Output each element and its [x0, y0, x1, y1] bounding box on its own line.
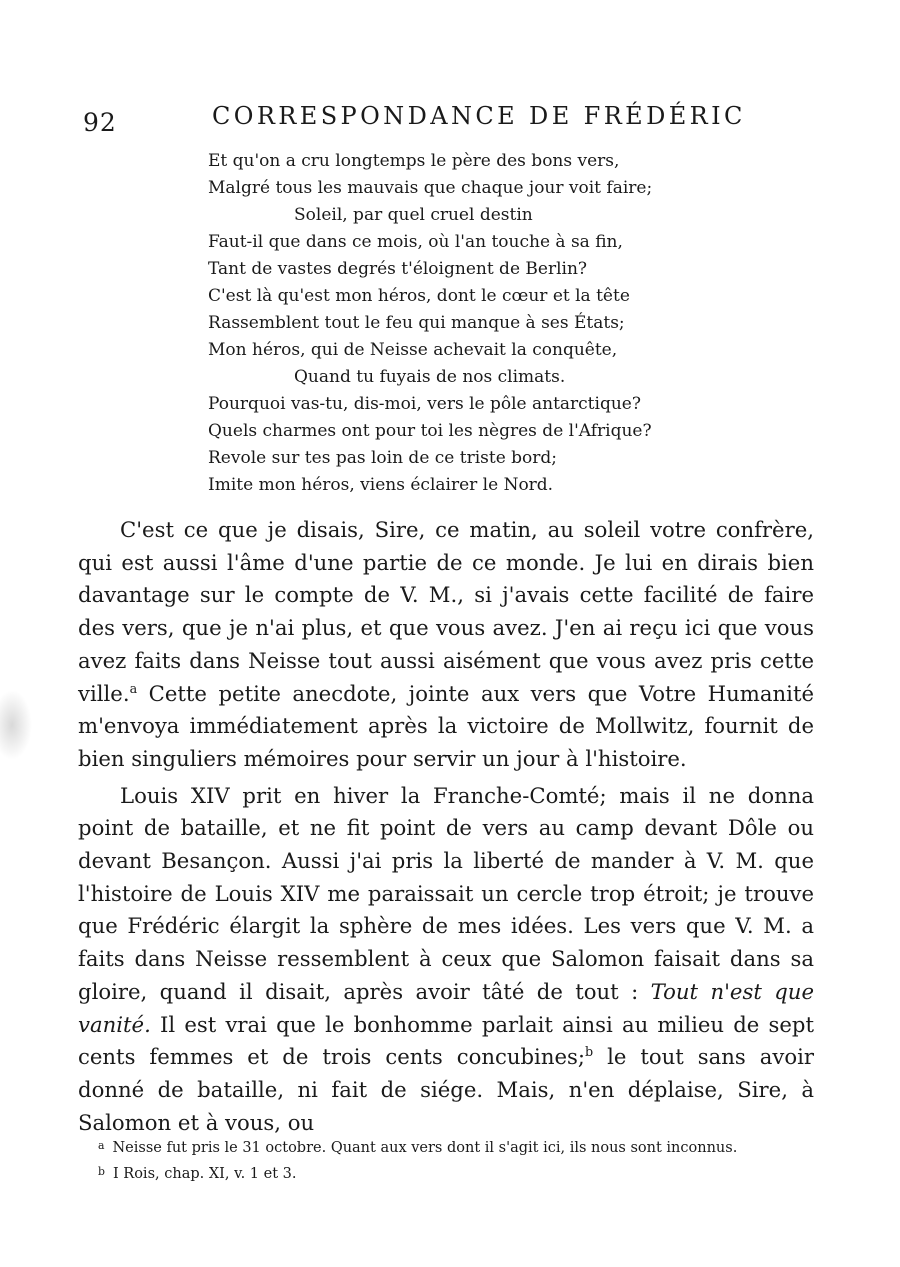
footnotes — [98, 1134, 737, 1186]
paragraph — [78, 514, 814, 776]
footnote-marker: a — [98, 1139, 105, 1152]
poem-line: Quels charmes ont pour toi les nègres de l'Afrique? — [208, 421, 652, 441]
poem-line: Et qu'on a cru longtemps le père des bons vers, — [208, 151, 620, 171]
paragraph-text: Louis XIV prit en hiver la Franche-Comté; mais il ne donna point de bataille, et ne fit point de vers au camp devant Dôle ou devant Besançon. Aussi j'ai pris la liberté de mander à V. M. que l'histoire de Louis XIV me paraissait un cercle trop étroit; je trouve que Frédéric élargit la sphère de mes idées. Les vers que V. M. a faits dans Neisse ressemblent à ceux que Salomon faisait dans sa gloire, quand il disait, après avoir tâté de tout : — [78, 782, 814, 1004]
footnote-ref-a[interactable]: a — [129, 680, 138, 696]
paragraph — [78, 780, 814, 1140]
poem-line: C'est là qu'est mon héros, dont le cœur et la tête — [208, 286, 630, 306]
poem-line: Pourquoi vas-tu, dis-moi, vers le pôle antarctique? — [208, 394, 641, 414]
poem-line: Soleil, par quel cruel destin — [294, 205, 533, 225]
poem-line: Quand tu fuyais de nos climats. — [294, 367, 566, 387]
paragraph-text: le tout sans avoir donné de bataille, ni fait de siége. Mais, n'en déplaise, Sire, à Salomon et à vous, ou — [78, 1044, 814, 1135]
italic-quote: Tout n'est que vanité. — [78, 978, 814, 1037]
poem-line: Rassemblent tout le feu qui manque à ses États; — [208, 313, 625, 333]
poem-line: Mon héros, qui de Neisse achevait la conquête, — [208, 340, 618, 360]
paragraph-text: C'est ce que je disais, Sire, ce matin, au soleil votre confrère, qui est aussi l'âme d'une partie de ce monde. Je lui en dirais bien davantage sur le compte de V. M., si j'avais cette facilité de faire des vers, que je n'ai plus, et que vous avez. J'en ai reçu ici que vous avez faits dans Neisse tout aussi aisément que vous avez pris cette ville. — [78, 517, 814, 706]
poem-line: Revole sur tes pas loin de ce triste bord; — [208, 448, 558, 468]
footnote-marker: b — [98, 1165, 105, 1178]
paragraph-text: Cette petite anecdote, jointe aux vers que Votre Humanité m'envoya immédiatement après la victoire de Mollwitz, fournit de bien singuliers mémoires pour servir un jour à l'histoire. — [78, 680, 814, 771]
poem-line: Tant de vastes degrés t'éloignent de Berlin? — [208, 259, 588, 279]
poem — [208, 148, 652, 499]
footnote-text: Neisse fut pris le 31 octobre. Quant aux vers dont il s'agit ici, ils nous sont inconnus. — [112, 1140, 738, 1156]
footnote-b — [98, 1160, 737, 1186]
paragraph-text: Il est vrai que le bonhomme parlait ainsi au milieu de sept cents femmes et de trois cents concubines; — [78, 1011, 814, 1070]
body-text — [78, 514, 814, 1139]
footnote-a — [98, 1134, 737, 1160]
poem-line: Malgré tous les mauvais que chaque jour voit faire; — [208, 178, 653, 198]
poem-line: Imite mon héros, viens éclairer le Nord. — [208, 475, 554, 495]
footnote-text: I Rois, chap. XI, v. 1 et 3. — [112, 1166, 297, 1182]
page-number: 92 — [83, 108, 117, 137]
running-title: CORRESPONDANCE DE FRÉDÉRIC — [212, 102, 746, 130]
footnote-ref-b[interactable]: b — [585, 1044, 594, 1060]
page-smudge — [0, 690, 32, 760]
poem-line: Faut-il que dans ce mois, où l'an touche à sa fin, — [208, 232, 623, 252]
